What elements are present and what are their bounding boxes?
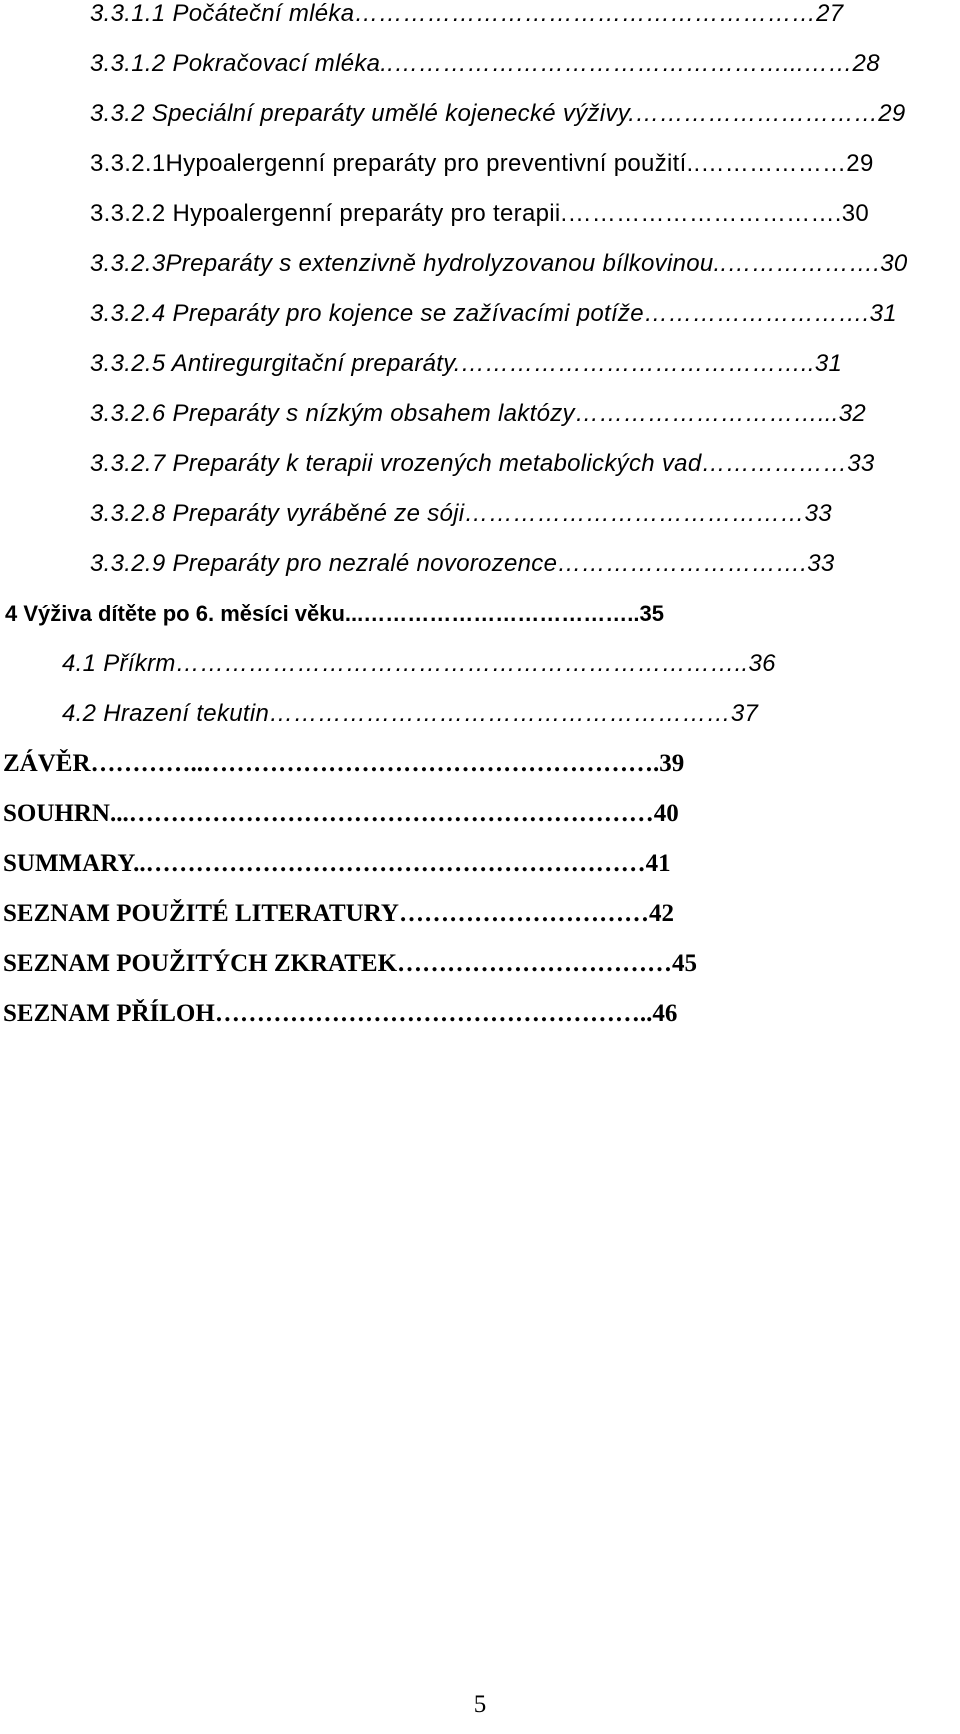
toc-entry-3-3-2-7: 3.3.2.7 Preparáty k terapii vrozených metabolických vad………………33 bbox=[90, 450, 875, 477]
toc-entry-3-3-2-6: 3.3.2.6 Preparáty s nízkým obsahem laktózy…………………………...32 bbox=[90, 400, 867, 427]
toc-entry-3-3-2-8: 3.3.2.8 Preparáty vyráběné ze sóji……………………………………33 bbox=[90, 500, 832, 527]
toc-entry-3-3-2-4: 3.3.2.4 Preparáty pro kojence se zažívacími potíže……………………….31 bbox=[90, 300, 897, 327]
toc-entry-3-3-2: 3.3.2 Speciální preparáty umělé kojenecké výživy.…………………………29 bbox=[90, 100, 906, 127]
toc-entry-summary: SUMMARY..……………………………………………………41 bbox=[3, 850, 671, 877]
toc-entry-zaver: ZÁVĚR…………..……………………………………………….39 bbox=[3, 750, 685, 777]
page-number: 5 bbox=[473, 1691, 487, 1718]
toc-entry-3-3-1-1: 3.3.1.1 Počáteční mléka…………………………………………………27 bbox=[90, 0, 844, 27]
toc-entry-4-1: 4.1 Příkrm……………………………………………………………..36 bbox=[62, 650, 776, 677]
toc-entry-3-3-2-3: 3.3.2.3Preparáty s extenzivně hydrolyzovanou bílkovinou..……………….30 bbox=[90, 250, 908, 277]
toc-entry-4-2: 4.2 Hrazení tekutin…………………………………………………37 bbox=[62, 700, 759, 727]
toc-entry-3-3-1-2: 3.3.1.2 Pokračovací mléka..…………………………………………...……28 bbox=[90, 50, 880, 77]
toc-entry-3-3-2-9: 3.3.2.9 Preparáty pro nezralé novorozence………………………….33 bbox=[90, 550, 835, 577]
toc-entry-prilohy: SEZNAM PŘÍLOH……………………………………………..46 bbox=[3, 1000, 678, 1027]
toc-entry-3-3-2-2: 3.3.2.2 Hypoalergenní preparáty pro terapii.…………………………….30 bbox=[90, 200, 870, 227]
toc-entry-3-3-2-5: 3.3.2.5 Antiregurgitační preparáty.……………………………………..31 bbox=[90, 350, 843, 377]
toc-entry-souhrn: SOUHRN...………………………………………………………40 bbox=[3, 800, 679, 827]
toc-entry-3-3-2-1: 3.3.2.1Hypoalergenní preparáty pro preventivní použití..………………29 bbox=[90, 150, 874, 177]
toc-entry-zkratky: SEZNAM POUŽITÝCH ZKRATEK……………………………45 bbox=[3, 950, 698, 977]
toc-entry-literatura: SEZNAM POUŽITÉ LITERATURY…………………………42 bbox=[3, 900, 674, 927]
toc-entry-4: 4 Výživa dítěte po 6. měsíci věku...………………………………..35 bbox=[5, 601, 664, 626]
